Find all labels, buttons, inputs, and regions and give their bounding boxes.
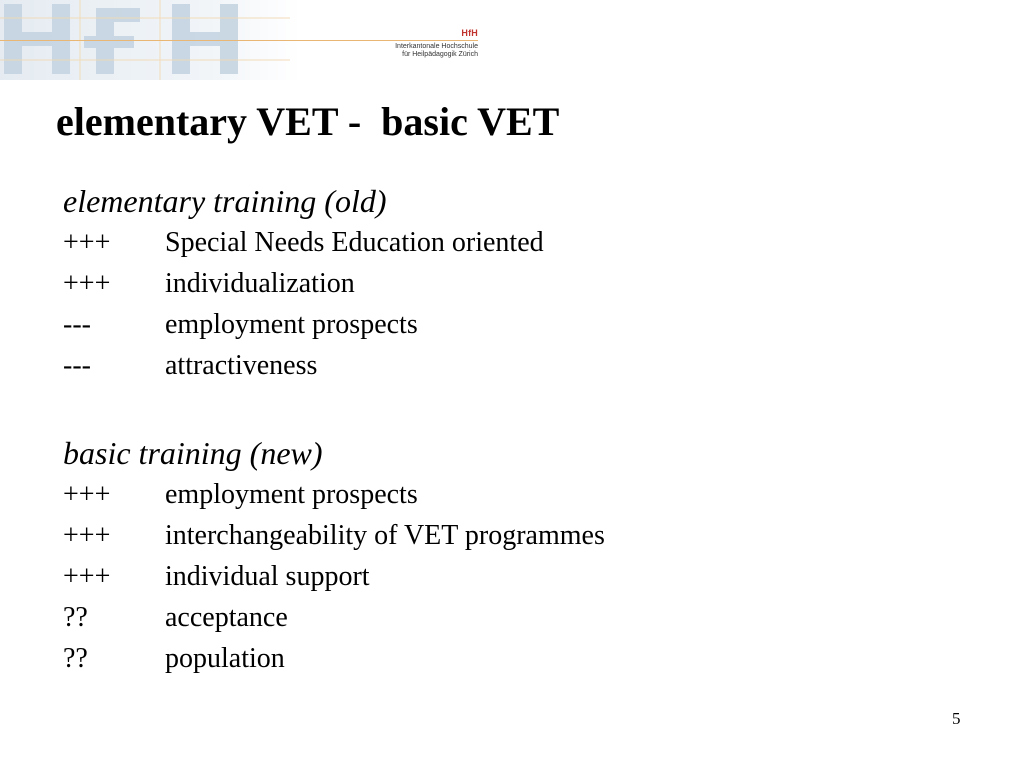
- section-heading-new: basic training (new): [63, 435, 323, 471]
- brand-line-2: für Heilpädagogik Zürich: [402, 51, 478, 58]
- list-item: [63, 345, 963, 386]
- slide-title: elementary VET - basic VET: [56, 99, 560, 144]
- item-text: Special Needs Education oriented: [165, 227, 544, 258]
- list-item: [63, 263, 963, 304]
- item-text: acceptance: [165, 602, 288, 633]
- slide-content: [63, 180, 963, 679]
- item-marker: ??: [63, 643, 88, 674]
- list-item: [63, 474, 963, 515]
- item-text: interchangeability of VET programmes: [165, 520, 605, 551]
- section-spacer: [63, 386, 963, 432]
- item-marker: +++: [63, 268, 111, 299]
- item-marker: +++: [63, 520, 111, 551]
- item-text: attractiveness: [165, 350, 318, 381]
- item-text: employment prospects: [165, 479, 418, 510]
- item-marker: +++: [63, 227, 111, 258]
- item-marker: +++: [63, 561, 111, 592]
- list-item: [63, 304, 963, 345]
- list-item: [63, 556, 963, 597]
- item-text: employment prospects: [165, 309, 418, 340]
- brand-line-1: Interkantonale Hochschule: [395, 43, 478, 50]
- list-item: [63, 222, 963, 263]
- list-item: [63, 638, 963, 679]
- item-text: population: [165, 643, 285, 674]
- item-marker: ---: [63, 350, 91, 381]
- brand-name: HfH: [461, 28, 478, 38]
- item-text: individual support: [165, 561, 370, 592]
- item-text: individualization: [165, 268, 355, 299]
- list-item: [63, 597, 963, 638]
- item-marker: ---: [63, 309, 91, 340]
- page-number: 5: [952, 709, 961, 728]
- item-marker: +++: [63, 479, 111, 510]
- section-heading-old: elementary training (old): [63, 183, 387, 219]
- item-marker: ??: [63, 602, 88, 633]
- header-divider: [0, 40, 478, 41]
- list-item: [63, 515, 963, 556]
